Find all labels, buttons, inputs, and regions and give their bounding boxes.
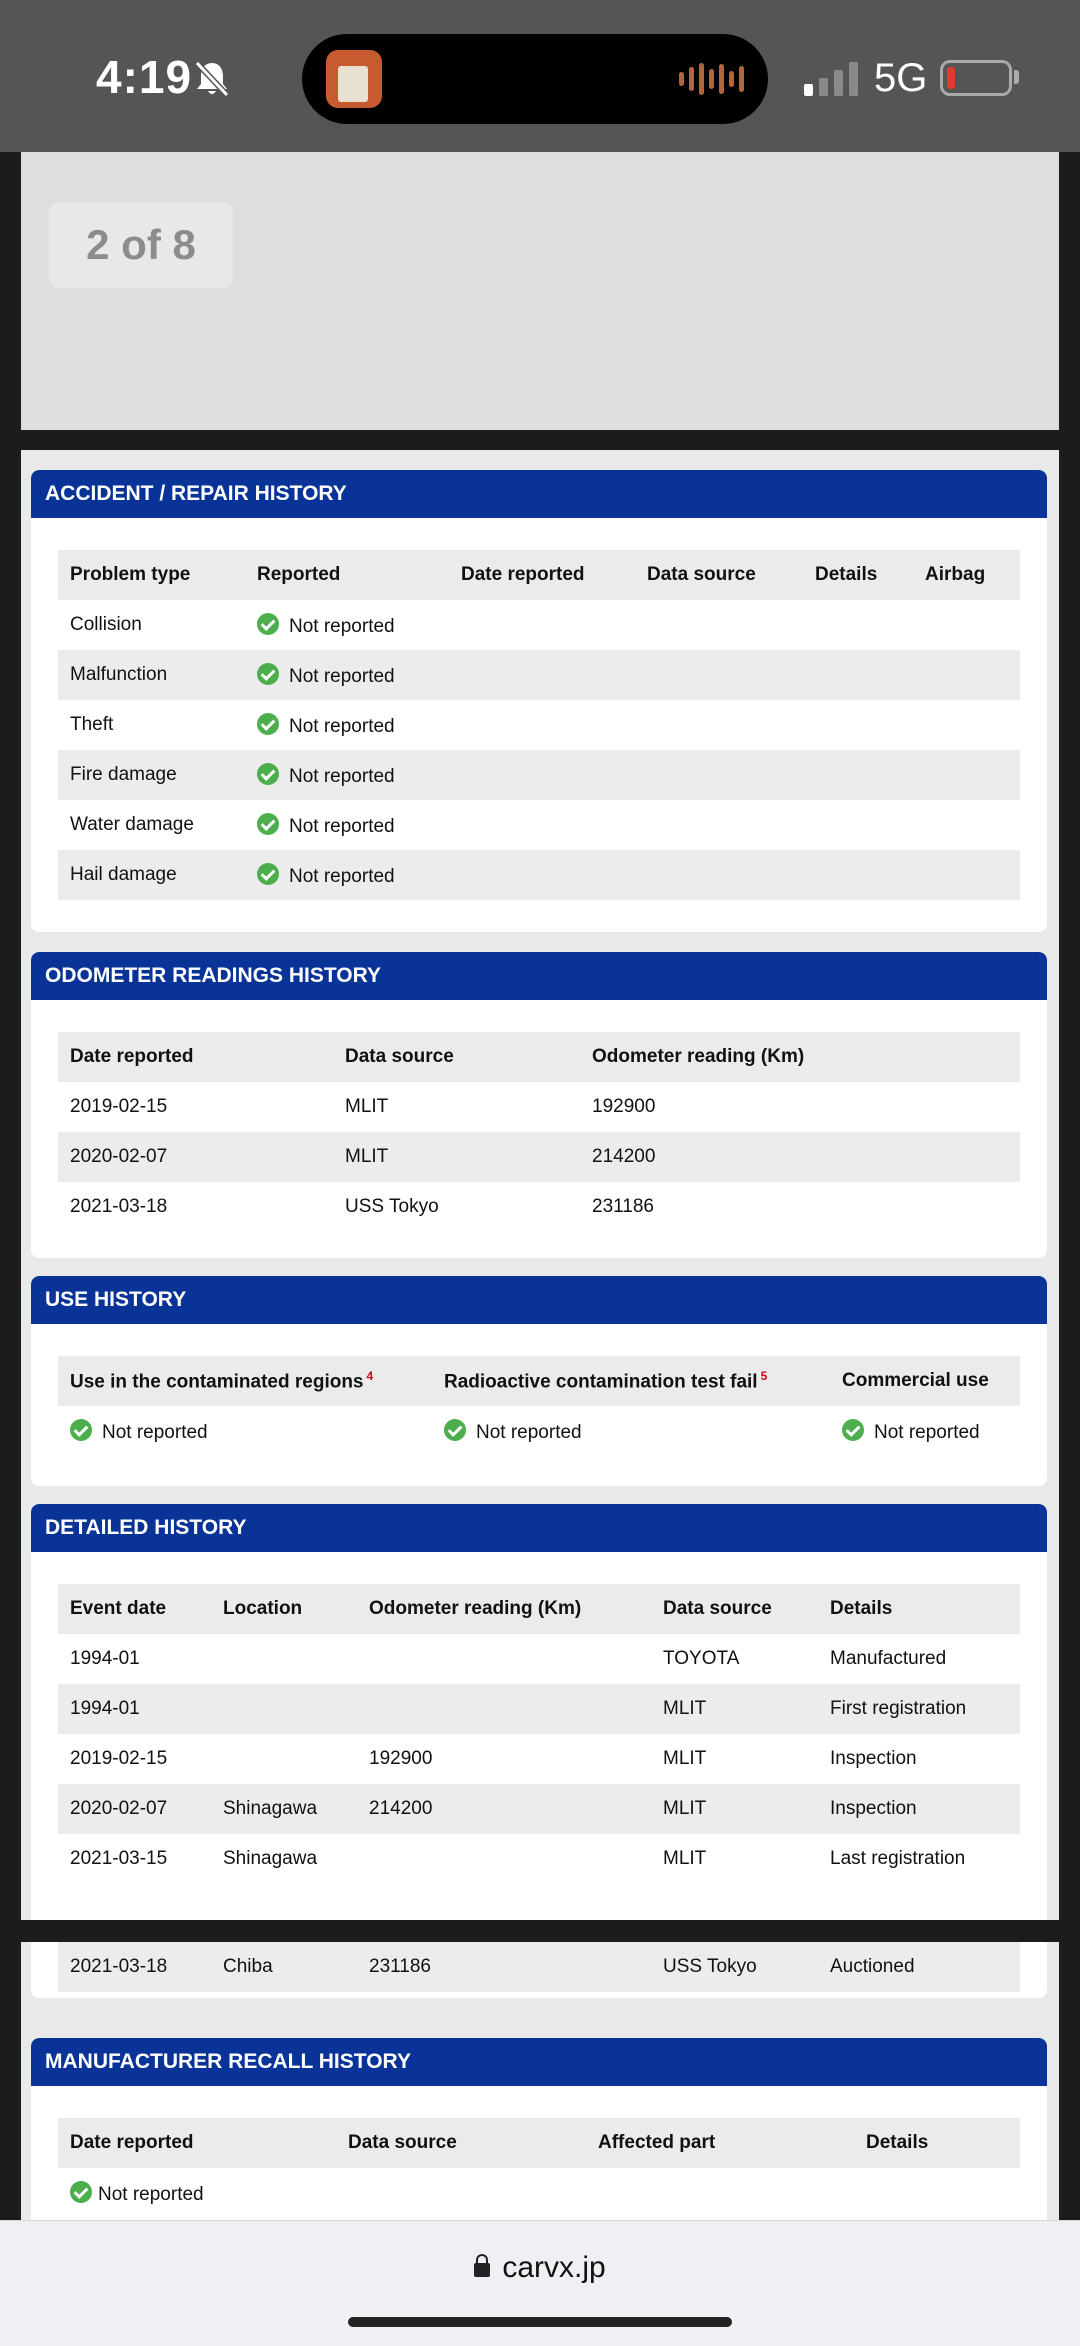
column-header: Airbag (913, 550, 1020, 600)
url-text[interactable]: carvx.jp (502, 2251, 606, 2284)
table-row (58, 750, 1020, 800)
table-header-row (58, 1356, 1020, 1406)
data-source: TOYOTA (663, 1648, 740, 1669)
odometer-reading (357, 1634, 651, 1684)
location (211, 1634, 357, 1684)
table-row (58, 1834, 1020, 1884)
odometer-reading: 231186 (592, 1196, 654, 1217)
column-header: Location (211, 1584, 357, 1634)
column-header: Details (803, 550, 913, 600)
table-header-row (58, 550, 1020, 600)
odometer-reading: 231186 (357, 1942, 651, 1992)
photo-gallery[interactable] (21, 152, 1059, 430)
odometer-history-title: ODOMETER READINGS HISTORY (31, 952, 1047, 1000)
odometer-reading: 214200 (580, 1132, 1020, 1182)
location (211, 1684, 357, 1734)
now-playing-thumbnail (326, 50, 382, 108)
status-bar (0, 0, 1080, 152)
radioactive-test-status: Not reported (476, 1421, 582, 1443)
column-header: Problem type (58, 550, 245, 600)
column-header: Reported (245, 550, 449, 600)
odometer-reading (357, 1834, 651, 1884)
column-header: Date reported (449, 550, 635, 600)
detailed-table (58, 1584, 1020, 1884)
contaminated-regions-status: Not reported (102, 1421, 208, 1443)
browser-address-bar[interactable] (0, 2220, 1080, 2346)
date-reported: 2020-02-07 (58, 1132, 333, 1182)
check-circle-icon (842, 1419, 864, 1441)
dynamic-island[interactable] (302, 34, 768, 124)
odometer-table (58, 1032, 1020, 1232)
table-row (58, 1684, 1020, 1734)
column-header: Details (854, 2118, 1020, 2168)
event-details: Auctioned (818, 1942, 1020, 1992)
table-row (58, 1784, 1020, 1834)
event-details: Last registration (830, 1848, 966, 1869)
audio-waveform-icon (679, 62, 744, 96)
column-header: Odometer reading (Km) (357, 1584, 651, 1634)
commercial-use-status: Not reported (874, 1421, 980, 1443)
check-circle-icon (444, 1419, 466, 1441)
data-source: MLIT (663, 1848, 707, 1869)
check-circle-icon (257, 713, 279, 735)
column-header: Data source (635, 550, 803, 600)
report-content (21, 450, 1059, 1920)
location: Chiba (211, 1942, 357, 1992)
table-row (58, 2168, 1020, 2218)
table-row (58, 700, 1020, 750)
table-row (58, 850, 1020, 900)
data-source: MLIT (651, 1784, 818, 1834)
column-header: Radioactive contamination test fail (444, 1371, 758, 1393)
problem-type: Malfunction (58, 650, 245, 700)
footnote-link[interactable]: 4 (366, 1368, 374, 1383)
event-details: Manufactured (830, 1648, 947, 1669)
odometer-reading: 214200 (357, 1784, 651, 1834)
data-source: MLIT (333, 1132, 580, 1182)
use-history-card (31, 1276, 1047, 1486)
odometer-reading (357, 1684, 651, 1734)
reported-status: Not reported (289, 715, 395, 737)
check-circle-icon (70, 2181, 92, 2203)
screenshot-seam (0, 1920, 1080, 1942)
recall-status: Not reported (98, 2183, 204, 2205)
table-row (58, 650, 1020, 700)
problem-type: Water damage (70, 814, 194, 835)
table-header-row (58, 2118, 1020, 2168)
problem-type: Fire damage (58, 750, 245, 800)
table-row (58, 600, 1020, 650)
check-circle-icon (70, 1419, 92, 1441)
problem-type: Hail damage (58, 850, 245, 900)
reported-status: Not reported (289, 765, 395, 787)
data-source: MLIT (651, 1684, 818, 1734)
date-reported: 2021-03-18 (70, 1196, 168, 1217)
column-header: Commercial use (830, 1356, 1020, 1406)
clock: 4:19 (96, 51, 193, 103)
recall-table (58, 2118, 1020, 2218)
table-row (58, 1942, 1020, 1992)
use-history-title: USE HISTORY (31, 1276, 1047, 1324)
column-header: Affected part (586, 2118, 854, 2168)
recall-history-title: MANUFACTURER RECALL HISTORY (31, 2038, 1047, 2086)
check-circle-icon (257, 863, 279, 885)
data-source: USS Tokyo (345, 1196, 439, 1217)
location: Shinagawa (211, 1784, 357, 1834)
problem-type: Theft (70, 714, 114, 735)
event-date: 2019-02-15 (70, 1748, 168, 1769)
detailed-history-card-continued (31, 1942, 1047, 1998)
column-header: Date reported (58, 1032, 333, 1082)
event-date: 1994-01 (70, 1648, 140, 1669)
accident-table (58, 550, 1020, 900)
event-date: 2020-02-07 (58, 1784, 211, 1834)
use-table (58, 1356, 1020, 1456)
accident-repair-card (31, 470, 1047, 932)
home-indicator[interactable] (348, 2317, 732, 2327)
column-header: Use in the contaminated regions (70, 1371, 364, 1393)
event-details: Inspection (830, 1748, 917, 1769)
table-row (58, 800, 1020, 850)
table-row (58, 1406, 1020, 1456)
table-row (58, 1132, 1020, 1182)
odometer-reading: 192900 (369, 1748, 433, 1769)
bell-muted-icon (194, 60, 230, 98)
odometer-reading: 192900 (592, 1096, 656, 1117)
check-circle-icon (257, 813, 279, 835)
reported-status: Not reported (289, 865, 395, 887)
photo-counter: 2 of 8 (49, 202, 233, 288)
column-header: Data source (333, 1032, 580, 1082)
odometer-history-card (31, 952, 1047, 1258)
table-row (58, 1082, 1020, 1132)
cellular-signal-icon (804, 60, 858, 96)
location (211, 1734, 357, 1784)
network-type: 5G (874, 56, 928, 100)
data-source: MLIT (345, 1096, 389, 1117)
problem-type: Collision (70, 614, 142, 635)
check-circle-icon (257, 663, 279, 685)
data-source: USS Tokyo (651, 1942, 818, 1992)
column-header: Data source (651, 1584, 818, 1634)
event-details: Inspection (818, 1784, 1020, 1834)
data-source: MLIT (663, 1748, 707, 1769)
column-header: Data source (336, 2118, 586, 2168)
reported-status: Not reported (289, 665, 395, 687)
detailed-table-continued (58, 1942, 1020, 1992)
event-date: 1994-01 (58, 1684, 211, 1734)
table-header-row (58, 1584, 1020, 1634)
table-row (58, 1634, 1020, 1684)
report-content-continued (21, 1942, 1059, 2220)
table-row (58, 1734, 1020, 1784)
column-header: Odometer reading (Km) (580, 1032, 1020, 1082)
reported-status: Not reported (289, 815, 395, 837)
check-circle-icon (257, 613, 279, 635)
column-header: Event date (58, 1584, 211, 1634)
check-circle-icon (257, 763, 279, 785)
event-date: 2021-03-15 (70, 1848, 168, 1869)
event-date: 2021-03-18 (58, 1942, 211, 1992)
table-row (58, 1182, 1020, 1232)
lock-icon (474, 2263, 490, 2277)
table-header-row (58, 1032, 1020, 1082)
detailed-history-card (31, 1504, 1047, 1920)
date-reported: 2019-02-15 (70, 1096, 168, 1117)
location: Shinagawa (223, 1848, 318, 1869)
event-details: First registration (818, 1684, 1020, 1734)
column-header: Date reported (58, 2118, 336, 2168)
battery-icon (940, 60, 1012, 96)
footnote-link[interactable]: 5 (760, 1368, 768, 1383)
accident-repair-title: ACCIDENT / REPAIR HISTORY (31, 470, 1047, 518)
column-header: Details (818, 1584, 1020, 1634)
detailed-history-title: DETAILED HISTORY (31, 1504, 1047, 1552)
recall-history-card (31, 2038, 1047, 2220)
reported-status: Not reported (289, 615, 395, 637)
